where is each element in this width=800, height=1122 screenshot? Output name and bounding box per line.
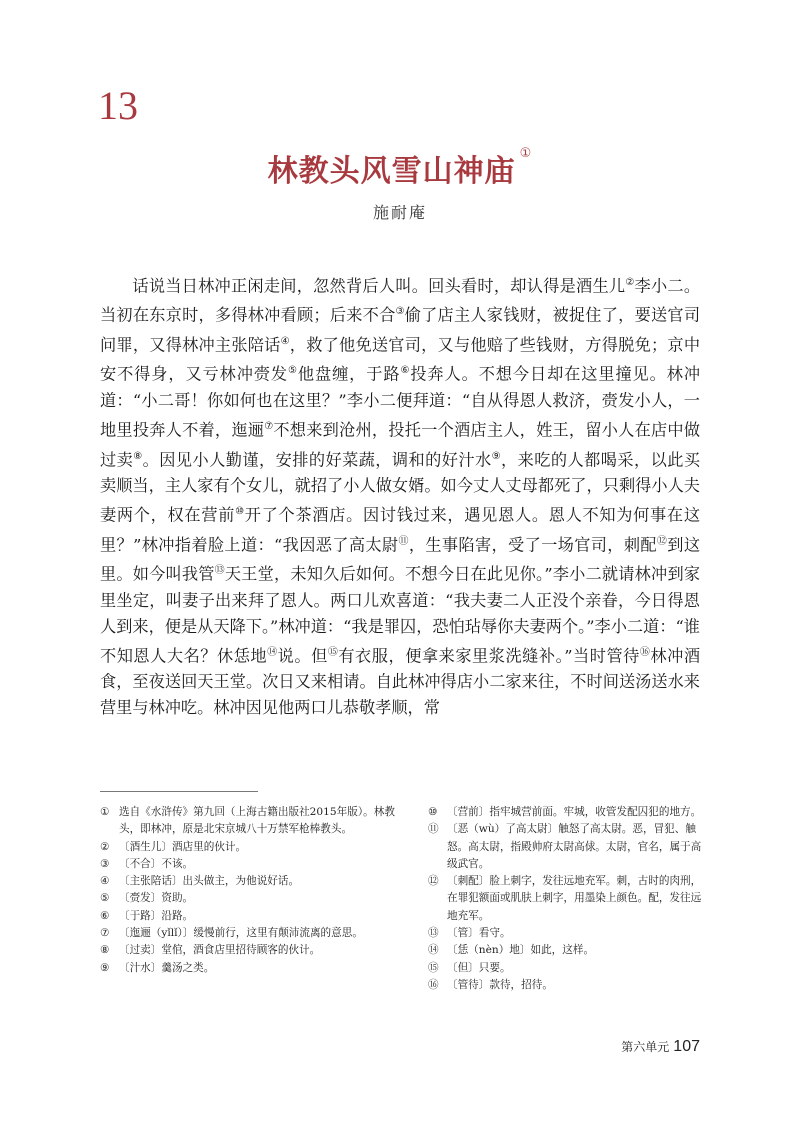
text-run: 投奔人。不想今日却在这里撞见。林冲道：“小二哥！你如何也在这里？”李小二便拜道：“自从得恩人救济，赍发小人，一地里投奔人不着，迤逦 [100, 364, 701, 440]
footnote-number: ① [100, 806, 110, 818]
footnote-mark: ⑨ [491, 450, 502, 462]
footnote-number: ④ [100, 875, 110, 888]
text-run: 林冲酒食，至夜送回天王堂。次日又来相请。自此林冲得店小二家来往，不时间送汤送水来营里与林冲吃。林冲因见他两口儿恭敬孝顺，常 [100, 646, 701, 718]
footnote-mark: ⑫ [656, 535, 668, 547]
footnote-item [428, 925, 710, 942]
author: 施耐庵 [372, 203, 427, 222]
footnote-mark: ④ [280, 335, 290, 347]
footnote-number: ⑫ [428, 875, 439, 888]
footnote-text: 〔刺配〕脸上刺字，发往远地充军。刺，古时的肉刑，在罪犯额面或肌肤上刺字，用墨染上颜色。配，发往远地充军。 [447, 875, 702, 922]
footnote-mark: ⑭ [267, 646, 278, 658]
footnote-text: 选自《水浒传》第九回（上海古籍出版社2015年版）。林教头，即林冲，原是北宋京城八十万禁军枪棒教头。 [119, 806, 395, 836]
footnote-mark: ③ [395, 306, 405, 318]
footnote-item [428, 821, 710, 873]
footnote-mark: ⑮ [327, 646, 339, 658]
footnote-item [100, 942, 395, 959]
footnote-number: ⑧ [100, 944, 110, 957]
page-title [0, 146, 800, 190]
footnote-number: ⑬ [428, 927, 439, 940]
footnote-item [428, 960, 710, 977]
text-run: 说。但 [277, 646, 328, 666]
page-footer [621, 1038, 700, 1056]
footnote-number: ⑦ [100, 927, 110, 940]
footnote-number: ③ [100, 857, 110, 870]
text-run: 有衣服，便拿来家里浆洗缝补。”当时管待 [338, 646, 640, 666]
footnote-mark: ⑧ [133, 450, 143, 462]
footnote-number: ⑥ [100, 909, 110, 922]
title-footnote-mark: ① [519, 146, 533, 161]
lesson-number: 13 [98, 83, 138, 128]
text-run: 李小二。当初在东京时，多得林冲看顾；后来不合 [100, 276, 701, 325]
footnote-item [100, 925, 395, 942]
text-run: 偷了店主人家钱财，被捉住了，要送官司问罪，又得林冲主张陪话 [100, 305, 701, 355]
footnotes-right-column [428, 804, 710, 994]
footnote-text: 〔迤逦（yǐlǐ）〕缓慢前行，这里有颠沛流离的意思。 [119, 927, 363, 940]
footnote-text: 〔营前〕指牢城营前面。牢城，收管发配囚犯的地方。 [447, 806, 702, 818]
footnote-text: 〔过卖〕堂倌，酒食店里招待顾客的伙计。 [119, 944, 321, 957]
footnote-number: ⑮ [428, 961, 439, 974]
footnote-number: ⑭ [428, 944, 439, 957]
footnote-text: 〔主张陪话〕出头做主，为他说好话。 [119, 875, 300, 888]
footnote-text: 〔管待〕款待，招待。 [447, 978, 553, 991]
page-number: 107 [673, 1038, 700, 1055]
footnote-number: ⑤ [100, 892, 110, 905]
footnote-mark: ② [625, 277, 635, 288]
footnote-text: 〔恁（nèn）地〕如此，这样。 [447, 944, 595, 957]
footnote-item [428, 942, 710, 959]
body-paragraph [100, 270, 700, 721]
text-run: 话说当日林冲正闲走间，忽然背后人叫。回头看时，却认得是酒生儿 [132, 276, 626, 296]
text-run: ，救了他免送官司，又与他赔了些钱财，方得脱免；京中安不得身，又亏林冲赍发 [100, 335, 701, 384]
footnote-text: 〔不合〕不该。 [119, 857, 194, 870]
footnote-item [100, 960, 395, 977]
footnote-item [100, 804, 395, 839]
footnote-mark: ⑥ [400, 365, 411, 377]
footnote-item [428, 977, 710, 994]
title-text: 林教头风雪山神庙 [267, 154, 516, 189]
footnote-text: 〔汁水〕羹汤之类。 [119, 961, 215, 974]
text-run: 不想来到沧州，投托一个酒店主人，姓王，留小人在店中做过卖 [100, 420, 701, 469]
footnote-text: 〔酒生儿〕酒店里的伙计。 [119, 840, 247, 853]
text-run: 天王堂，未知久后如何。不想今日在此见你。”李小二就请林冲到家里坐定，叫妻子出来拜了恩人。两口儿欢喜道：“我夫妻二人正没个亲眷，今日得恩人到来，便是从天降下。”林冲道：“我是罪囚，恐怕玷辱你夫妻两个。”李小二道：“谁不知恩人大名？休恁地 [100, 564, 701, 666]
footnote-text: 〔但〕只要。 [447, 961, 511, 974]
footnote-mark: ⑬ [214, 565, 225, 577]
footnote-text: 〔管〕看守。 [447, 927, 511, 940]
text-run: ，生事陷害，受了一场官司，刺配 [408, 534, 657, 554]
footnote-item [100, 839, 395, 856]
text-run: ，来吃的人都喝采，以此买卖顺当，主人家有个女儿，就招了小人做女婿。如今丈人丈母都死了，只剩得小人夫妻两个，权在营前 [100, 449, 701, 525]
footnote-item [100, 856, 395, 873]
footnote-item [428, 804, 710, 821]
footnote-number: ② [100, 840, 110, 853]
footnote-number: ⑯ [428, 978, 439, 991]
footnotes-left-column [100, 804, 395, 977]
footnote-item [428, 873, 710, 925]
text-run: 开了个茶酒店。因讨钱过来，遇见恩人。恩人不知为何事在这里？”林冲指着脸上道：“我因恶了高太尉 [100, 505, 701, 554]
footnote-text: 〔恶（wù）了高太尉〕触怒了高太尉。恶，冒犯、触怒。高太尉，指殿帅府太尉高俅。太尉，官名，属于高级武官。 [447, 823, 702, 870]
footnote-mark: ⑪ [398, 535, 409, 547]
main-text [100, 270, 700, 721]
footnote-text: 〔于路〕沿路。 [119, 909, 194, 922]
footnote-mark: ⑤ [288, 365, 298, 377]
unit-label: 第六单元 [621, 1040, 670, 1054]
footnote-divider [100, 791, 258, 792]
footnote-number: ⑩ [428, 806, 438, 818]
footnote-item [100, 873, 395, 890]
text-run: 到这里。如今叫我管 [100, 534, 701, 584]
footnote-mark: ⑦ [264, 421, 274, 433]
footnote-item [100, 908, 395, 925]
footnote-item [100, 890, 395, 907]
footnote-number: ⑨ [100, 961, 110, 974]
footnote-number: ⑪ [428, 823, 439, 836]
footnote-mark: ⑯ [639, 646, 651, 658]
footnote-text: 〔赍发〕资助。 [119, 892, 194, 905]
footnote-mark: ⑩ [235, 506, 245, 518]
text-run: 。因见小人勤谨，安排的好菜蔬，调和的好汁水 [142, 449, 492, 469]
text-run: 他盘缠，于路 [297, 364, 401, 384]
